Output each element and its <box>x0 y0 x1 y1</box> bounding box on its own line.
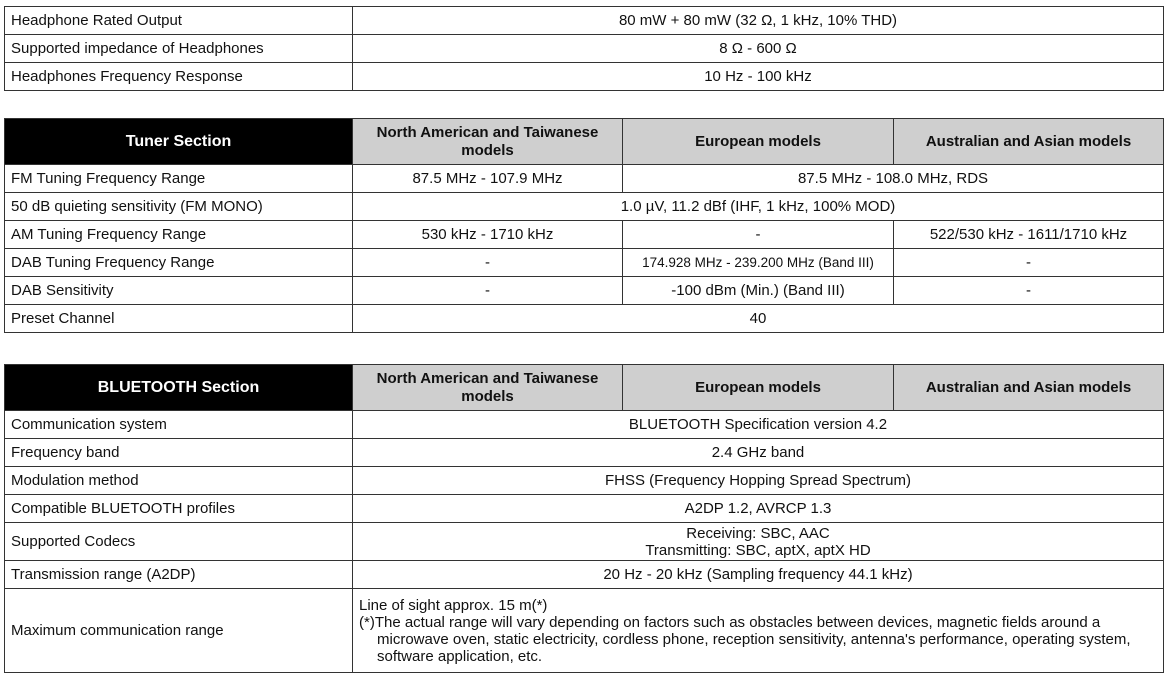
spec-label: Supported Codecs <box>5 523 353 561</box>
column-header: North American and Taiwanese models <box>353 119 623 165</box>
spec-value: 1.0 µV, 11.2 dBf (IHF, 1 kHz, 100% MOD) <box>353 193 1164 221</box>
column-header: North American and Taiwanese models <box>353 365 623 411</box>
spec-value: 8 Ω - 600 Ω <box>353 35 1164 63</box>
spec-value: 10 Hz - 100 kHz <box>353 63 1164 91</box>
spec-value: 2.4 GHz band <box>353 439 1164 467</box>
spec-label: Compatible BLUETOOTH profiles <box>5 495 353 523</box>
column-header: European models <box>623 365 894 411</box>
table-row <box>5 35 1164 63</box>
codecs-receiving: Receiving: SBC, AAC <box>686 524 830 542</box>
table-row <box>5 411 1164 439</box>
table-row <box>5 495 1164 523</box>
table-header-row <box>5 119 1164 165</box>
spec-value: - <box>623 221 894 249</box>
range-footnote: (*)The actual range will vary depending on factors such as obstacles between devices, magnetic fields around a microwave oven, static electricity, cordless phone, reception sensitivity, antenna's performance, operating system, software application, etc. <box>359 613 1131 665</box>
tuner-spec-table <box>4 118 1164 333</box>
table-row <box>5 249 1164 277</box>
spec-value: FHSS (Frequency Hopping Spread Spectrum) <box>353 467 1164 495</box>
spec-value: - <box>353 277 623 305</box>
table-row <box>5 193 1164 221</box>
table-row <box>5 7 1164 35</box>
spec-label: AM Tuning Frequency Range <box>5 221 353 249</box>
spec-value: A2DP 1.2, AVRCP 1.3 <box>353 495 1164 523</box>
spec-label: Transmission range (A2DP) <box>5 561 353 589</box>
table-row <box>5 523 1164 561</box>
table-header-row <box>5 365 1164 411</box>
column-header: Australian and Asian models <box>894 119 1164 165</box>
spec-value: 522/530 kHz - 1611/1710 kHz <box>894 221 1164 249</box>
spec-value: -100 dBm (Min.) (Band III) <box>623 277 894 305</box>
section-title: BLUETOOTH Section <box>5 365 353 411</box>
spec-label: Preset Channel <box>5 305 353 333</box>
spec-label: 50 dB quieting sensitivity (FM MONO) <box>5 193 353 221</box>
spec-label: DAB Sensitivity <box>5 277 353 305</box>
spec-value: 80 mW + 80 mW (32 Ω, 1 kHz, 10% THD) <box>353 7 1164 35</box>
table-row <box>5 165 1164 193</box>
spec-value: 20 Hz - 20 kHz (Sampling frequency 44.1 kHz) <box>353 561 1164 589</box>
spec-value: 174.928 MHz - 239.200 MHz (Band III) <box>623 249 894 277</box>
spec-label: Communication system <box>5 411 353 439</box>
spec-value: 87.5 MHz - 107.9 MHz <box>353 165 623 193</box>
spec-value: - <box>894 277 1164 305</box>
bluetooth-spec-table <box>4 364 1164 673</box>
table-row <box>5 589 1164 673</box>
table-row <box>5 63 1164 91</box>
spec-value: - <box>894 249 1164 277</box>
table-row <box>5 561 1164 589</box>
codecs-transmitting: Transmitting: SBC, aptX, aptX HD <box>645 541 871 559</box>
spec-value: - <box>353 249 623 277</box>
spec-value: 530 kHz - 1710 kHz <box>353 221 623 249</box>
table-row <box>5 467 1164 495</box>
table-row <box>5 439 1164 467</box>
table-row <box>5 305 1164 333</box>
spec-value <box>353 589 1164 673</box>
column-header: European models <box>623 119 894 165</box>
spec-value: 87.5 MHz - 108.0 MHz, RDS <box>623 165 1164 193</box>
column-header: Australian and Asian models <box>894 365 1164 411</box>
section-title: Tuner Section <box>5 119 353 165</box>
table-row <box>5 277 1164 305</box>
table-row <box>5 221 1164 249</box>
spec-label: Modulation method <box>5 467 353 495</box>
headphones-spec-table <box>4 6 1164 91</box>
spec-label: Supported impedance of Headphones <box>5 35 353 63</box>
spec-label: Headphones Frequency Response <box>5 63 353 91</box>
range-line: Line of sight approx. 15 m(*) <box>359 596 548 614</box>
spec-label: DAB Tuning Frequency Range <box>5 249 353 277</box>
spec-label: FM Tuning Frequency Range <box>5 165 353 193</box>
spec-value: 40 <box>353 305 1164 333</box>
spec-label: Headphone Rated Output <box>5 7 353 35</box>
spec-value: BLUETOOTH Specification version 4.2 <box>353 411 1164 439</box>
spec-value <box>353 523 1164 561</box>
spec-label: Frequency band <box>5 439 353 467</box>
spec-label: Maximum communication range <box>5 589 353 673</box>
